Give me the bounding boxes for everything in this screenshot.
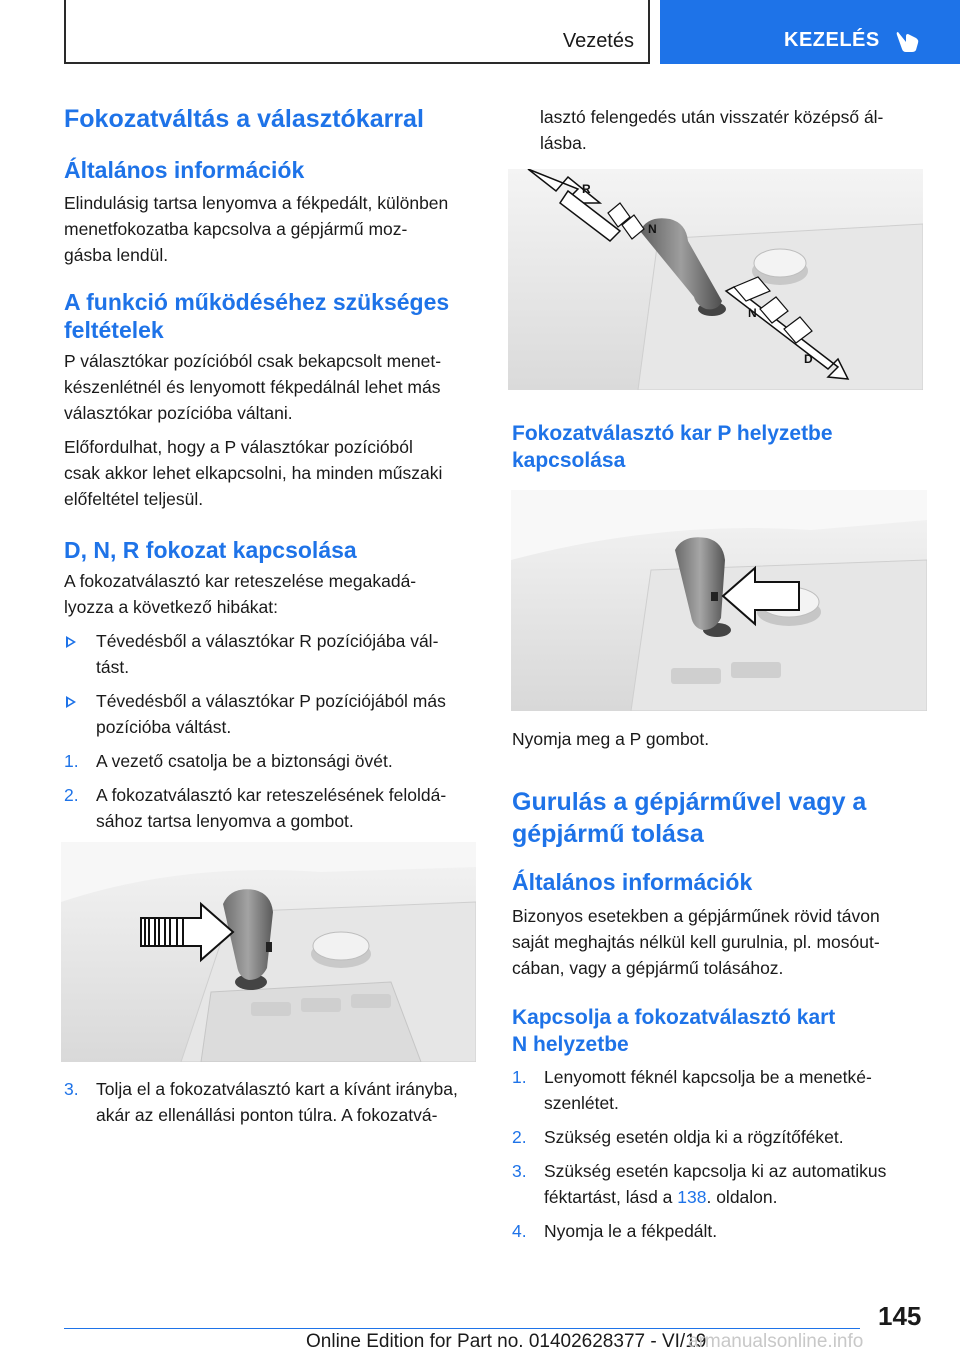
step-number: 4. (512, 1221, 527, 1241)
requirements-heading: A funkció működéséhez szükséges feltételek (64, 289, 450, 343)
bullet-item: Tévedésből a választókar R pozíciójába vál- tást. (64, 628, 484, 680)
requirements-text-2: Előfordulhat, hogy a P választókar pozícióból csak akkor lehet elkapcsolni, ha minden műszaki előfeltétel teljesül. (64, 437, 443, 509)
step-item: 3. Szükség esetén kapcsolja ki az automatikus féktartást, lásd a 138. oldalon. (512, 1158, 932, 1210)
neutral-heading: Kapcsolja a fokozatválasztó kart N helyzetbe (512, 1006, 836, 1056)
tow-heading: Gurulás a gépjárművel vagy a gépjármű tolása (512, 788, 867, 848)
general-text: Elindulásig tartsa lenyomva a fékpedált, különben menetfokozatba kapcsolva a gépjármű moz- gásba lendül. (64, 193, 449, 265)
gear-label-d: D (804, 352, 813, 366)
figure-unlock-button (61, 842, 476, 1062)
step-number: 3. (64, 1079, 79, 1099)
dnr-text: A fokozatválasztó kar reteszelése megakadá- lyozza a következő hibákat: (64, 571, 417, 617)
page-title: Fokozatváltás a választókarral (64, 105, 424, 133)
step-number: 1. (512, 1067, 527, 1087)
step-number: 2. (64, 785, 79, 805)
park-button-illustration (511, 490, 927, 711)
page-reference-link[interactable]: 138 (677, 1187, 707, 1207)
step-item: 2. A fokozatválasztó kar reteszelésének feloldá- sához tartsa lenyomva a gombot. (64, 782, 484, 834)
figure-park-button (511, 490, 927, 711)
gear-label-r: R (582, 182, 591, 196)
step-number: 1. (64, 751, 79, 771)
step-item: 4. Nyomja le a fékpedált. (512, 1218, 932, 1244)
section-tab-label: Vezetés (562, 30, 634, 52)
park-heading: Fokozatválasztó kar P helyzetbe kapcsolása (512, 422, 833, 472)
console-illustration (61, 842, 476, 1062)
tow-text: Bizonyos esetekben a gépjárműnek rövid távon saját meghajtás nélkül kell gurulnia, pl. mosóut- cában, vagy a gépjármű tolásához. (512, 906, 880, 978)
step-number: 2. (512, 1127, 527, 1147)
gear-diagram-illustration (508, 169, 923, 390)
pointing-hand-icon (895, 28, 921, 54)
neutral-steps (512, 1064, 932, 1244)
bullet-item: Tévedésből a választókar P pozíciójából más pozícióba váltást. (64, 688, 484, 740)
general-heading: Általános információk (64, 157, 305, 183)
gear-label-n-upper: N (648, 222, 657, 236)
step-item: 1. Lenyomott féknél kapcsolja be a menetké- szenlétet. (512, 1064, 932, 1116)
watermark: armanualsonline.info (688, 1331, 864, 1352)
page-number: 145 (878, 1301, 922, 1331)
section-tab (64, 0, 650, 64)
figure-gear-positions (508, 169, 923, 390)
edition-text: Online Edition for Part no. 01402628377 - VI/19 (306, 1331, 707, 1352)
gear-label-n-lower: N (748, 306, 757, 320)
left-column (64, 104, 484, 834)
step-item: 3. Tolja el a fokozatválasztó kart a kívánt irányba, akár az ellenállási ponton túlra. A fokozatvá- (64, 1076, 484, 1128)
dnr-heading: D, N, R fokozat kapcsolása (64, 537, 357, 563)
bullet-triangle-icon (66, 696, 76, 708)
requirements-text-1: P választókar pozícióból csak bekapcsolt menet- készenlétnél és lenyomott fékpedálnál lehet más választókar pozícióba váltani. (64, 351, 442, 423)
tow-general-heading: Általános információk (512, 869, 753, 895)
footer-divider (64, 1328, 860, 1329)
park-text: Nyomja meg a P gombot. (512, 729, 710, 749)
step-item: 2. Szükség esetén oldja ki a rögzítőféket. (512, 1124, 932, 1150)
continuation-text: lasztó felengedés után visszatér középső ál- lásba. (540, 107, 884, 153)
step-item: 1. A vezető csatolja be a biztonsági övét. (64, 748, 484, 774)
bullet-triangle-icon (66, 636, 76, 648)
step-number: 3. (512, 1161, 527, 1181)
chapter-tab-label: KEZELÉS (784, 29, 880, 51)
